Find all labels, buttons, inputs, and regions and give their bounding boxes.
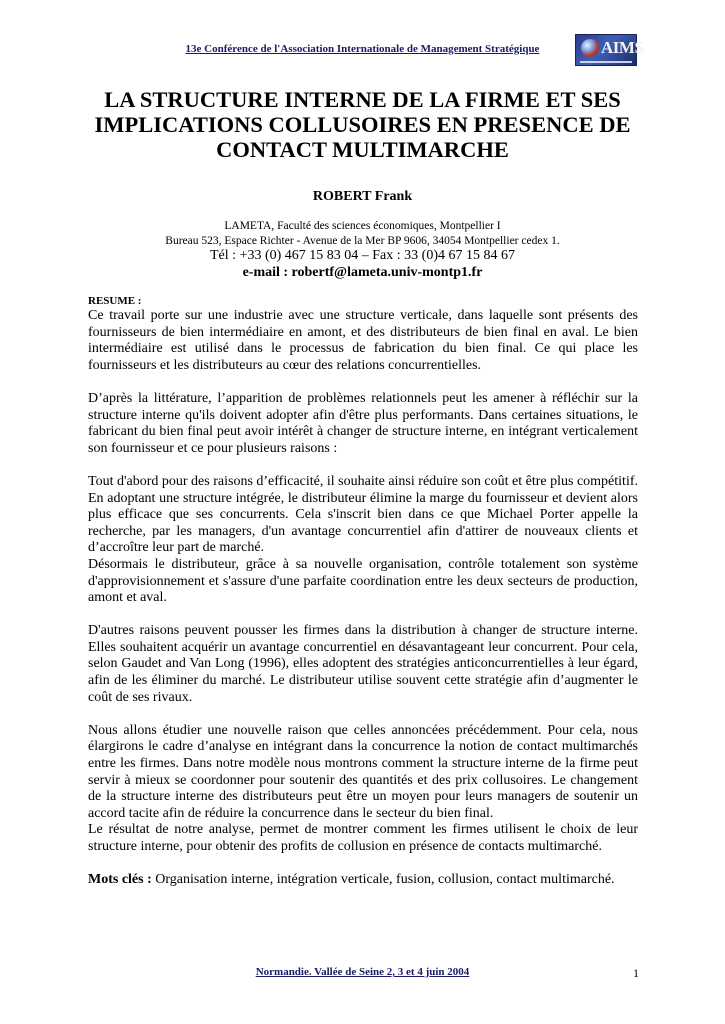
email-line: e-mail : robertf@lameta.univ-montp1.fr	[242, 265, 483, 280]
abstract-paragraph: Ce travail porte sur une industrie avec une structure verticale, dans laquelle sont présents des fournisseurs de bien intermédiaire en amont, et des distributeurs de bien final en aval. Le bien intermédiaire est utilisé dans le processus de fabrication du bien final. Ce qui place les fournisseurs et les distributeurs au cœur des relations concurrentielles.	[88, 308, 638, 373]
affiliation-line: LAMETA, Faculté des sciences économiques, Montpellier I	[224, 220, 501, 232]
keywords-label: Mots clés :	[88, 872, 152, 888]
title-line: LA STRUCTURE INTERNE DE LA FIRME ET SES	[104, 87, 621, 112]
title-line: CONTACT MULTIMARCHE	[216, 137, 509, 162]
author-name: ROBERT Frank	[312, 189, 413, 204]
logo-underline	[580, 61, 632, 63]
keywords-line	[88, 872, 638, 889]
abstract-paragraph: Nous allons étudier une nouvelle raison que celles annoncées précédemment. Pour cela, nous élargirons le cadre d’analyse en intégrant dans la concurrence la notion de contact multimarchés entre les firmes. Dans notre modèle nous montrons comment la structure interne de la firme peut servir à mieux se coordonner pour soutenir des quantités et des prix collusoires. Le changement de la structure interne des distributeurs peut être un moyen pour leurs managers de soutenir un accord tacite afin de réduire la concurrence dans le secteur du bien final.	[88, 722, 638, 821]
abstract-paragraph: D’après la littérature, l’apparition de problèmes relationnels peut les amener à réfléchir sur la structure interne qu'ils doivent adopter afin d'être plus performants. Dans certaines situations, le fabricant du bien final peut avoir intérêt à changer de structure interne, en intégrant verticalement son fournisseur et ce pour plusieurs raisons :	[88, 390, 638, 456]
globe-icon	[581, 39, 599, 57]
conference-header: 13e Conférence de l'Association Internationale de Management Stratégique	[185, 43, 540, 55]
abstract-paragraph: Tout d'abord pour des raisons d’efficacité, il souhaite ainsi réduire son coût et être plus compétitif. En adoptant une structure intégrée, le distributeur élimine la marge du fournisseur et devient alors plus efficace que ses concurrents. Cela s'inscrit bien dans ce que Michael Porter appelle la recherche, par les managers, d'un avantage concurrentiel afin d'attirer de nouveaux clients et d’accroître leur part de marché.	[88, 473, 638, 556]
resume-heading: RESUME :	[88, 295, 142, 307]
paper-title	[60, 87, 665, 162]
abstract-paragraph: D'autres raisons peuvent pousser les firmes dans la distribution à changer de structure interne. Elles souhaitent acquérir un avantage concurrentiel en désavantageant leur concurrent. Pour cela, selon Gaudet and Van Long (1996), elles adoptent des stratégies anticoncurrentielles à leur égard, afin de les éliminer du marché. Le distributeur utilise souvent cette stratégie afin d’augmenter le coût de ses rivaux.	[88, 623, 638, 705]
abstract-body	[88, 308, 638, 889]
keywords-text: Organisation interne, intégration verticale, fusion, collusion, contact multimarché.	[151, 872, 615, 888]
phone-fax-line: Tél : +33 (0) 467 15 83 04 – Fax : 33 (0)4 67 15 84 67	[210, 248, 515, 263]
abstract-paragraph: Désormais le distributeur, grâce à sa nouvelle organisation, contrôle totalement son système d'approvisionnement et s'assure d'une parfaite coordination entre les deux secteurs de production, amont et aval.	[88, 556, 638, 606]
aims-logo	[575, 34, 644, 66]
logo-text: AIMS	[601, 38, 644, 57]
abstract-paragraph: Le résultat de notre analyse, permet de montrer comment les firmes utilisent le choix de leur structure interne, pour obtenir des profits de collusion en présence de contacts multimarché.	[88, 822, 638, 854]
page-number: 1	[633, 966, 639, 980]
title-line: IMPLICATIONS COLLUSOIRES EN PRESENCE DE	[94, 112, 631, 137]
address-line: Bureau 523, Espace Richter - Avenue de la Mer BP 9606, 34054 Montpellier cedex 1.	[165, 235, 560, 247]
footer-venue: Normandie. Vallée de Seine 2, 3 et 4 juin 2004	[255, 966, 470, 978]
